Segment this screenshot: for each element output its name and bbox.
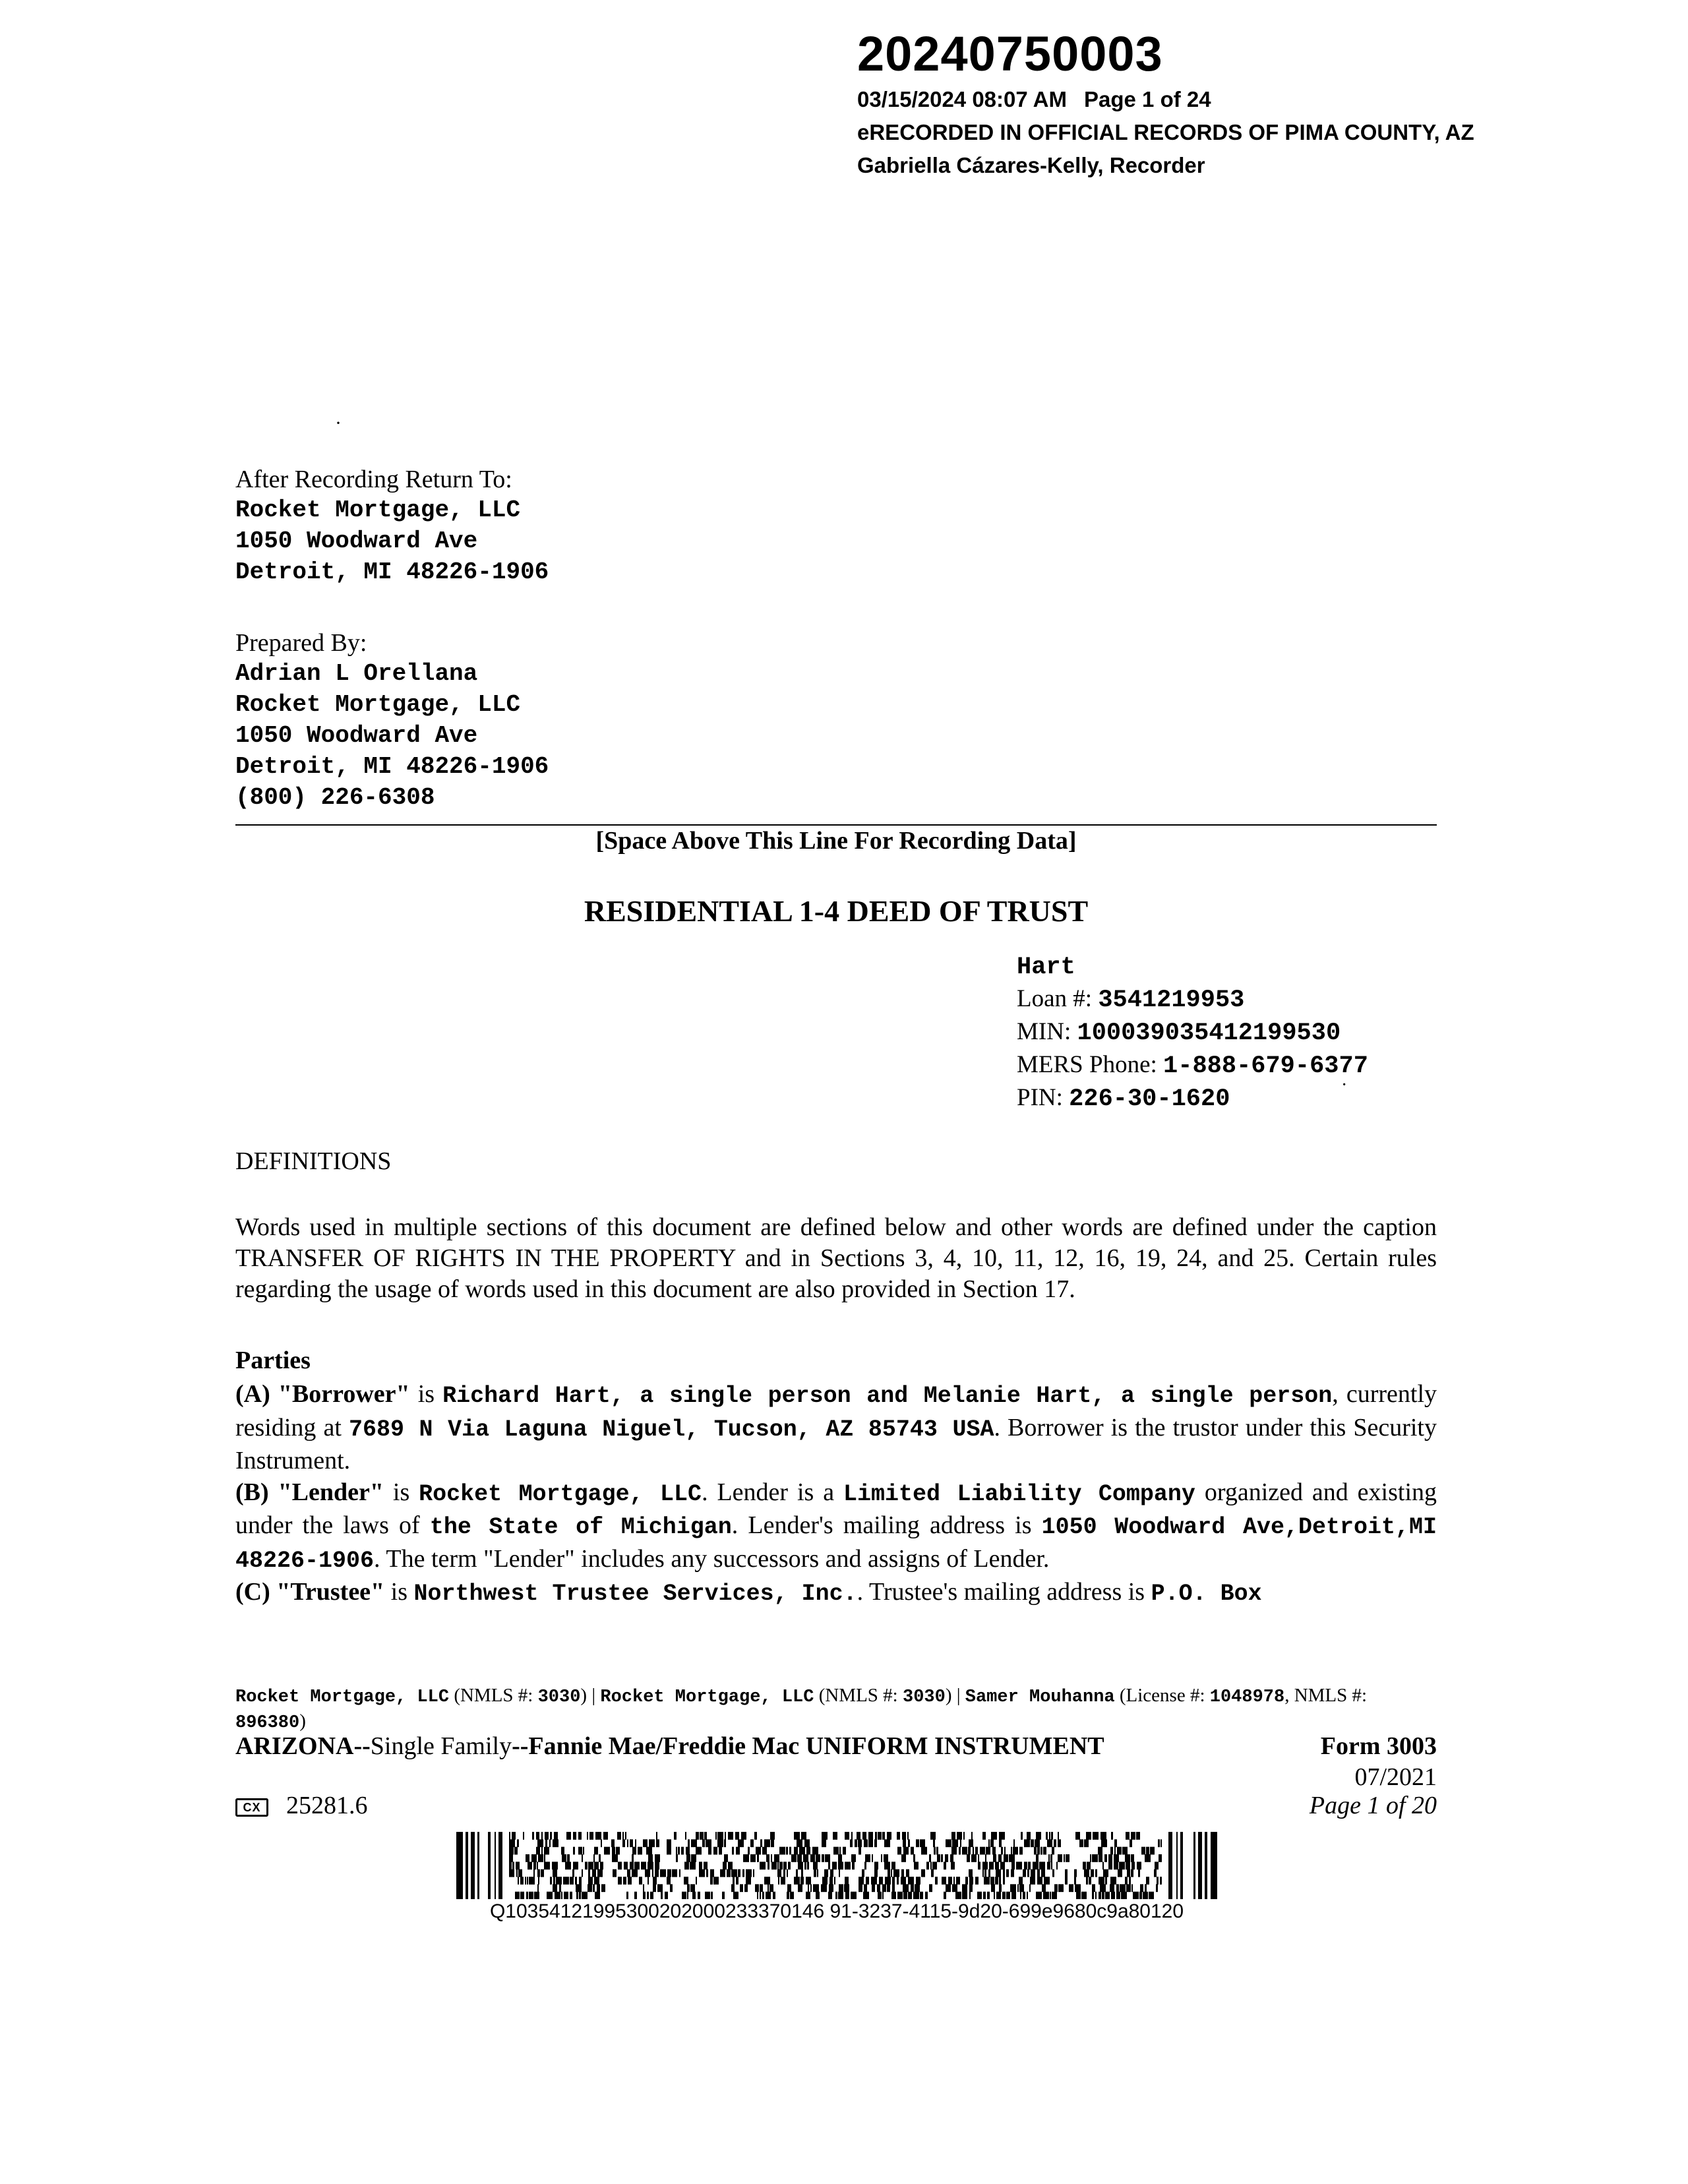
loan-number-value: 3541219953 bbox=[1098, 986, 1245, 1014]
recording-datetime: 03/15/2024 08:07 AM bbox=[857, 87, 1067, 111]
loan-number-row bbox=[1017, 983, 1478, 1016]
return-to-line: Rocket Mortgage, LLC bbox=[235, 497, 521, 524]
footer-text: (License #: bbox=[1114, 1685, 1210, 1706]
barcode-text: Q10354121995300202000233370146 91-3237-4115-9d20-699e9680c9a80120 bbox=[489, 1900, 1184, 1922]
return-to-label: After Recording Return To: bbox=[235, 466, 512, 493]
prepared-by-line: Detroit, MI 48226-1906 bbox=[235, 753, 549, 780]
footer-text: (NMLS #: bbox=[814, 1685, 903, 1706]
lender-address: 1050 Woodward Ave,Detroit,MI 48226-1906 bbox=[235, 1514, 1437, 1574]
recording-number: 20240750003 bbox=[857, 26, 1163, 81]
prepared-by-line: (800) 226-6308 bbox=[235, 784, 435, 811]
lender-state: the State of Michigan bbox=[429, 1514, 732, 1540]
borrower-label: (A) "Borrower" bbox=[235, 1380, 410, 1408]
document-title: RESIDENTIAL 1-4 DEED OF TRUST bbox=[584, 894, 1089, 928]
mers-phone-label: MERS Phone: bbox=[1017, 1051, 1164, 1078]
loan-info-block bbox=[1017, 952, 1478, 1115]
lender-name: Rocket Mortgage, LLC bbox=[419, 1480, 702, 1507]
footer-text: ) | bbox=[580, 1685, 601, 1706]
party-text: , currently residing at bbox=[235, 1380, 1437, 1441]
mers-phone-row bbox=[1017, 1049, 1478, 1082]
party-text: . Lender is a bbox=[702, 1478, 844, 1506]
form-code: 25281.6 bbox=[286, 1792, 368, 1819]
party-borrower bbox=[235, 1379, 1437, 1477]
footer-text: ) bbox=[299, 1711, 306, 1732]
footer-nmls-line bbox=[235, 1684, 1437, 1735]
recorder-name: Gabriella Cázares-Kelly, Recorder bbox=[857, 153, 1205, 177]
pin-row bbox=[1017, 1082, 1478, 1115]
footer-nmls-number: 3030 bbox=[903, 1687, 946, 1707]
borrower-names: Richard Hart, a single person and Melanie Hart, a single person bbox=[442, 1383, 1333, 1409]
party-lender bbox=[235, 1477, 1437, 1577]
footer-nmls-number: 3030 bbox=[537, 1687, 581, 1707]
recording-date-row bbox=[857, 83, 1648, 116]
party-text: . Trustee's mailing address is bbox=[857, 1578, 1151, 1606]
parties-section bbox=[235, 1379, 1437, 1610]
party-text: . Lender's mailing address is bbox=[731, 1511, 1042, 1539]
prepared-by-line: Rocket Mortgage, LLC bbox=[235, 691, 521, 718]
footer-text: ) | bbox=[945, 1685, 965, 1706]
prepared-by-label: Prepared By: bbox=[235, 629, 367, 657]
footer-company: Rocket Mortgage, LLC bbox=[235, 1687, 450, 1707]
mers-phone-value: 1-888-679-6377 bbox=[1163, 1052, 1368, 1080]
stray-dot: · bbox=[1341, 1075, 1348, 1095]
return-to-line: 1050 Woodward Ave bbox=[235, 528, 478, 555]
footer-state: ARIZONA-- bbox=[235, 1732, 371, 1760]
trustee-name: Northwest Trustee Services, Inc. bbox=[413, 1581, 857, 1607]
loan-number-label: Loan #: bbox=[1017, 985, 1099, 1012]
space-above-caption: [Space Above This Line For Recording Data] bbox=[595, 827, 1077, 855]
definitions-intro: Words used in multiple sections of this document are defined below and other words are defined under the caption TRANSFER OF RIGHTS IN THE PROPERTY and in Sections 3, 4, 10, 11, 12, 16, 19, 24, and 25. Certain rules regarding the usage of words used in this document are also provided in Section 17. bbox=[235, 1213, 1437, 1303]
prepared-by-block bbox=[235, 628, 895, 813]
prepared-by-line: Adrian L Orellana bbox=[235, 660, 478, 687]
definitions-heading: DEFINITIONS bbox=[235, 1147, 392, 1175]
party-text: is bbox=[409, 1380, 443, 1408]
footer-company: Rocket Mortgage, LLC bbox=[600, 1687, 814, 1707]
party-text: organized and existing under the laws of bbox=[235, 1478, 1437, 1539]
page-number: Page 1 of 20 bbox=[1309, 1792, 1437, 1819]
footer-family: Single Family bbox=[370, 1732, 512, 1760]
party-text: is bbox=[384, 1578, 414, 1606]
trustee-address: P.O. Box bbox=[1151, 1581, 1262, 1607]
borrower-address: 7689 N Via Laguna Niguel, Tucson, AZ 85743 USA bbox=[348, 1416, 994, 1443]
pin-value: 226-30-1620 bbox=[1069, 1085, 1230, 1113]
return-to-line: Detroit, MI 48226-1906 bbox=[235, 559, 549, 586]
recording-header bbox=[857, 25, 1648, 182]
party-trustee bbox=[235, 1577, 1437, 1610]
footer-instrument-line bbox=[235, 1732, 1437, 1761]
recording-page: Page 1 of 24 bbox=[1084, 87, 1211, 111]
party-text: . Borrower is the trustor under this Security Instrument. bbox=[235, 1413, 1437, 1474]
form-date: 07/2021 bbox=[1354, 1763, 1437, 1791]
erecorded-statement: eRECORDED IN OFFICIAL RECORDS OF PIMA COUNTY, AZ bbox=[857, 120, 1474, 144]
footer-nmls-number: 896380 bbox=[235, 1713, 300, 1733]
trustee-label: (C) "Trustee" bbox=[235, 1578, 385, 1606]
party-text: . The term "Lender" includes any successors and assigns of Lender. bbox=[374, 1544, 1050, 1573]
min-value: 100039035412199530 bbox=[1077, 1019, 1341, 1047]
footer-license-number: 1048978 bbox=[1209, 1687, 1285, 1707]
footer-instrument: --Fannie Mae/Freddie Mac UNIFORM INSTRUMENT bbox=[512, 1732, 1104, 1760]
party-text: is bbox=[383, 1478, 419, 1506]
form-number: Form 3003 bbox=[1320, 1732, 1437, 1760]
lender-entity-type: Limited Liability Company bbox=[843, 1480, 1195, 1507]
footer-officer: Samer Mouhanna bbox=[965, 1687, 1115, 1707]
footer-text: (NMLS #: bbox=[449, 1685, 538, 1706]
stray-dot: · bbox=[335, 412, 342, 434]
min-label: MIN: bbox=[1017, 1018, 1077, 1045]
return-to-block bbox=[235, 464, 895, 588]
borrower-surname: Hart bbox=[1017, 954, 1075, 981]
pin-label: PIN: bbox=[1017, 1084, 1070, 1111]
barcode-icon bbox=[456, 1832, 1217, 1899]
cx-logo-icon: CX bbox=[235, 1798, 268, 1817]
min-row bbox=[1017, 1016, 1478, 1049]
prepared-by-line: 1050 Woodward Ave bbox=[235, 722, 478, 749]
footer-text: , NMLS #: bbox=[1284, 1685, 1368, 1706]
lender-label: (B) "Lender" bbox=[235, 1478, 384, 1506]
parties-heading: Parties bbox=[235, 1347, 311, 1374]
